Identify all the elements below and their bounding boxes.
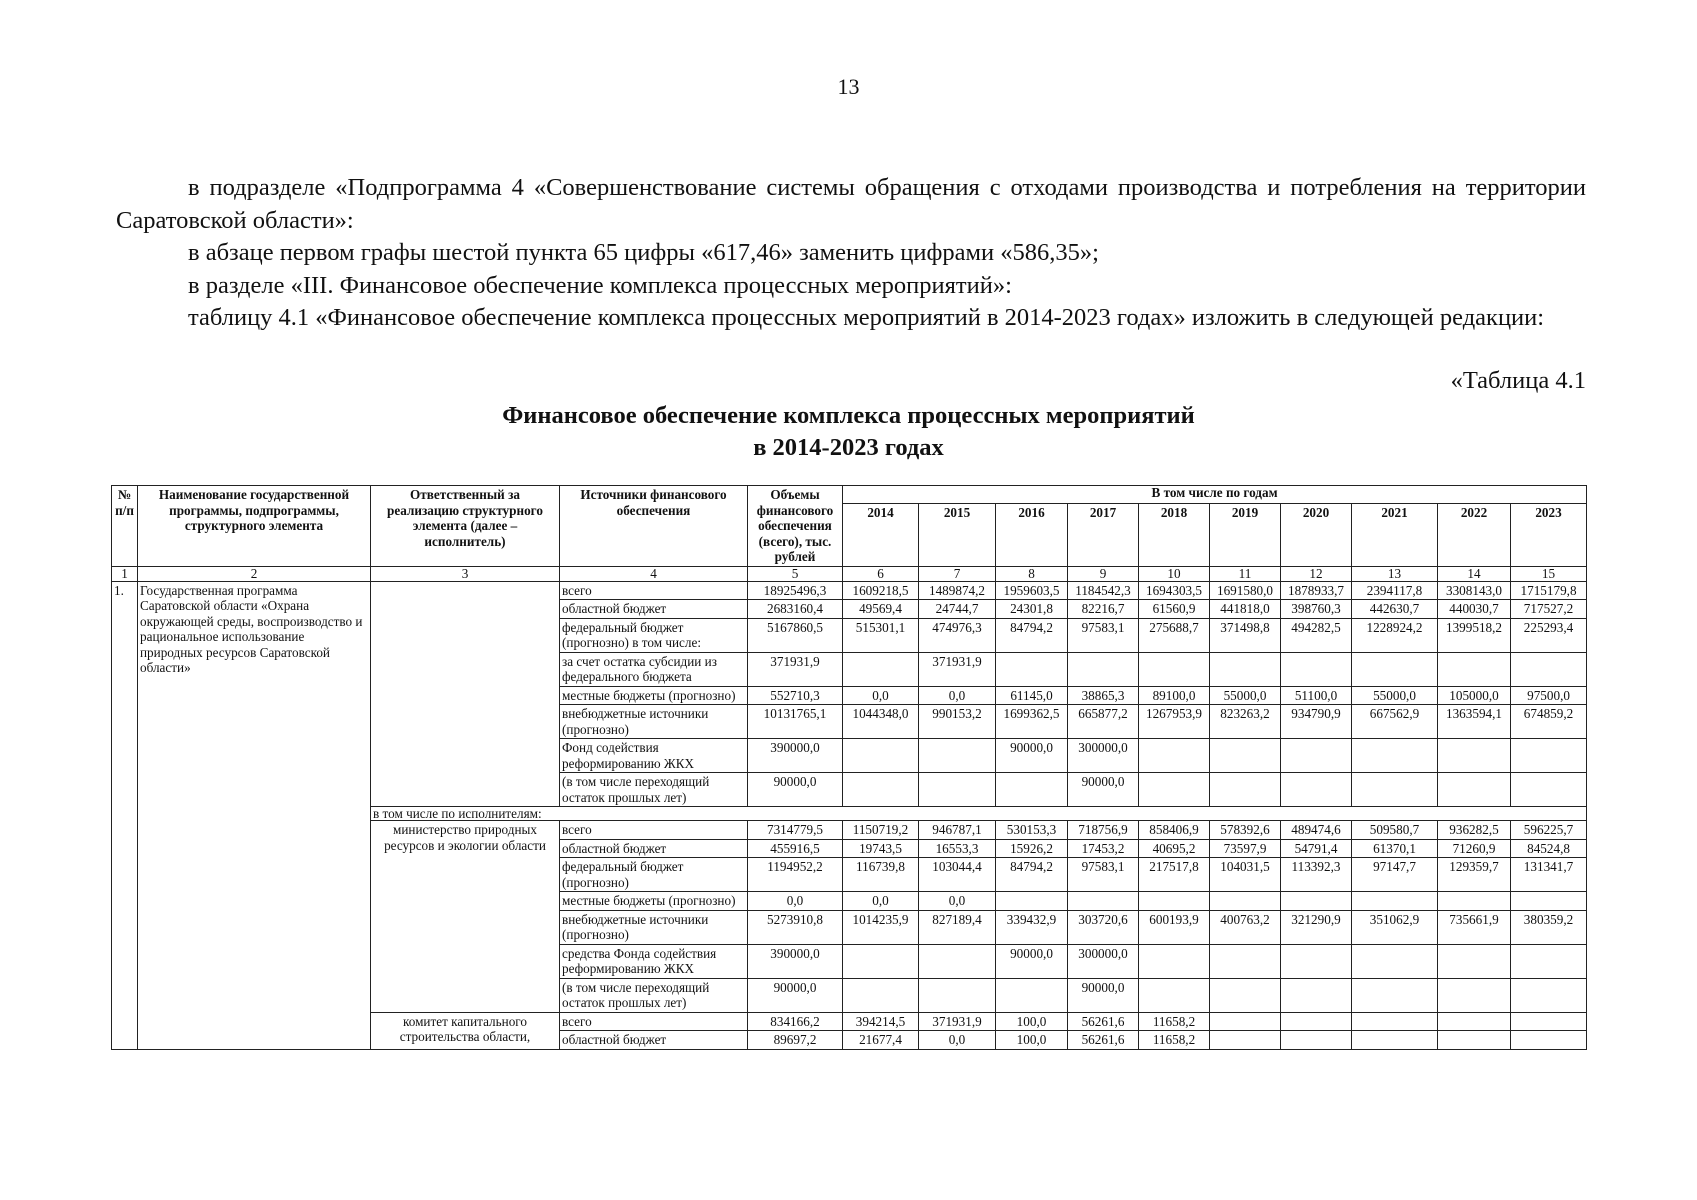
value-cell: 441818,0	[1210, 600, 1281, 619]
value-cell: 84794,2	[996, 858, 1068, 892]
row-number: 1.	[112, 581, 138, 1049]
value-cell: 16553,3	[919, 839, 996, 858]
value-cell	[1068, 652, 1139, 686]
intro-paragraph-2: в абзаце первом графы шестой пункта 65 цифры «617,46» заменить цифрами «586,35»;	[188, 239, 1099, 266]
value-cell	[1210, 652, 1281, 686]
header-sources: Источники финансового обеспечения	[560, 486, 748, 567]
value-cell	[1511, 1012, 1587, 1031]
table-title-line-2: в 2014-2023 годах	[753, 434, 944, 461]
value-cell: 97147,7	[1352, 858, 1438, 892]
value-cell	[1438, 1031, 1511, 1050]
value-cell	[1511, 892, 1587, 911]
header-year-2022: 2022	[1438, 503, 1511, 566]
value-cell: 225293,4	[1511, 618, 1587, 652]
value-cell	[1438, 1012, 1511, 1031]
value-cell: 339432,9	[996, 910, 1068, 944]
value-cell: 300000,0	[1068, 944, 1139, 978]
value-cell: 105000,0	[1438, 686, 1511, 705]
column-number: 2	[138, 566, 371, 581]
value-cell: 1150719,2	[843, 821, 919, 840]
value-cell	[996, 892, 1068, 911]
value-cell: 371931,9	[748, 652, 843, 686]
source-cell: за счет остатка субсидии из федерального бюджета	[560, 652, 748, 686]
value-cell	[1139, 944, 1210, 978]
value-cell	[1352, 1031, 1438, 1050]
value-cell: 380359,2	[1511, 910, 1587, 944]
column-number: 13	[1352, 566, 1438, 581]
value-cell: 1959603,5	[996, 581, 1068, 600]
source-cell: местные бюджеты (прогнозно)	[560, 892, 748, 911]
value-cell: 51100,0	[1281, 686, 1352, 705]
value-cell: 89100,0	[1139, 686, 1210, 705]
value-cell: 1228924,2	[1352, 618, 1438, 652]
value-cell: 390000,0	[748, 944, 843, 978]
executors-label: в том числе по исполнителям:	[371, 807, 1587, 821]
value-cell	[1352, 944, 1438, 978]
value-cell: 1267953,9	[1139, 705, 1210, 739]
column-numbers-row	[112, 566, 1587, 581]
intro-paragraph-3: в разделе «III. Финансовое обеспечение комплекса процессных мероприятий»:	[188, 271, 1012, 299]
value-cell	[1281, 1012, 1352, 1031]
column-number: 3	[371, 566, 560, 581]
column-number: 7	[919, 566, 996, 581]
value-cell: 718756,9	[1068, 821, 1139, 840]
value-cell: 1044348,0	[843, 705, 919, 739]
value-cell: 103044,4	[919, 858, 996, 892]
value-cell: 21677,4	[843, 1031, 919, 1050]
value-cell: 596225,7	[1511, 821, 1587, 840]
value-cell: 1014235,9	[843, 910, 919, 944]
value-cell: 84524,8	[1511, 839, 1587, 858]
column-number: 11	[1210, 566, 1281, 581]
value-cell	[1068, 892, 1139, 911]
value-cell: 56261,6	[1068, 1012, 1139, 1031]
value-cell: 303720,6	[1068, 910, 1139, 944]
value-cell: 530153,3	[996, 821, 1068, 840]
value-cell: 71260,9	[1438, 839, 1511, 858]
value-cell: 578392,6	[1210, 821, 1281, 840]
value-cell	[1352, 739, 1438, 773]
value-cell: 1363594,1	[1438, 705, 1511, 739]
value-cell: 1489874,2	[919, 581, 996, 600]
value-cell	[1511, 652, 1587, 686]
value-cell: 217517,8	[1139, 858, 1210, 892]
value-cell: 15926,2	[996, 839, 1068, 858]
value-cell	[1438, 892, 1511, 911]
executor-name: министерство природных ресурсов и экологии области	[371, 821, 560, 1013]
source-cell: областной бюджет	[560, 1031, 748, 1050]
value-cell: 5167860,5	[748, 618, 843, 652]
source-cell: областной бюджет	[560, 839, 748, 858]
value-cell: 2683160,4	[748, 600, 843, 619]
value-cell: 390000,0	[748, 739, 843, 773]
header-year-2014: 2014	[843, 503, 919, 566]
value-cell	[1281, 652, 1352, 686]
program-name: Государственная программа Саратовской области «Охрана окружающей среды, воспроизводство и рациональное использование природных ресурсов Саратовской области»	[138, 581, 371, 1049]
value-cell: 131341,7	[1511, 858, 1587, 892]
financing-table	[111, 485, 1587, 1050]
value-cell: 90000,0	[996, 739, 1068, 773]
value-cell: 1694303,5	[1139, 581, 1210, 600]
value-cell: 90000,0	[748, 978, 843, 1012]
value-cell: 494282,5	[1281, 618, 1352, 652]
value-cell: 400763,2	[1210, 910, 1281, 944]
value-cell: 82216,7	[1068, 600, 1139, 619]
value-cell: 40695,2	[1139, 839, 1210, 858]
header-year-2018: 2018	[1139, 503, 1210, 566]
value-cell: 474976,3	[919, 618, 996, 652]
value-cell: 735661,9	[1438, 910, 1511, 944]
value-cell: 49569,4	[843, 600, 919, 619]
value-cell: 1184542,3	[1068, 581, 1139, 600]
value-cell	[843, 978, 919, 1012]
value-cell	[1210, 892, 1281, 911]
value-cell: 55000,0	[1210, 686, 1281, 705]
value-cell: 5273910,8	[748, 910, 843, 944]
value-cell: 54791,4	[1281, 839, 1352, 858]
value-cell	[1281, 944, 1352, 978]
value-cell: 300000,0	[1068, 739, 1139, 773]
value-cell: 56261,6	[1068, 1031, 1139, 1050]
header-year-2019: 2019	[1210, 503, 1281, 566]
intro-paragraph-4: таблицу 4.1 «Финансовое обеспечение комплекса процессных мероприятий в 2014-2023 годах» изложить в следующей редакции:	[188, 304, 1545, 331]
value-cell: 858406,9	[1139, 821, 1210, 840]
value-cell: 394214,5	[843, 1012, 919, 1031]
value-cell: 717527,2	[1511, 600, 1587, 619]
page-number: 13	[837, 74, 860, 99]
value-cell: 73597,9	[1210, 839, 1281, 858]
value-cell	[1511, 739, 1587, 773]
value-cell	[1139, 652, 1210, 686]
value-cell	[919, 739, 996, 773]
value-cell: 934790,9	[1281, 705, 1352, 739]
value-cell: 455916,5	[748, 839, 843, 858]
value-cell: 61560,9	[1139, 600, 1210, 619]
value-cell	[1352, 773, 1438, 807]
value-cell	[1281, 773, 1352, 807]
header-num: № п/п	[112, 486, 138, 567]
value-cell: 515301,1	[843, 618, 919, 652]
value-cell	[1511, 1031, 1587, 1050]
value-cell	[1281, 1031, 1352, 1050]
value-cell	[843, 773, 919, 807]
executor-name: комитет капитального строительства области,	[371, 1012, 560, 1049]
value-cell	[843, 944, 919, 978]
value-cell: 24301,8	[996, 600, 1068, 619]
value-cell	[1210, 1012, 1281, 1031]
column-number: 15	[1511, 566, 1587, 581]
source-cell: внебюджетные источники (прогнозно)	[560, 705, 748, 739]
value-cell: 113392,3	[1281, 858, 1352, 892]
value-cell	[1438, 944, 1511, 978]
value-cell: 442630,7	[1352, 600, 1438, 619]
value-cell	[1438, 739, 1511, 773]
source-cell: местные бюджеты (прогнозно)	[560, 686, 748, 705]
value-cell: 3308143,0	[1438, 581, 1511, 600]
program-responsible-empty	[371, 581, 560, 807]
value-cell: 1399518,2	[1438, 618, 1511, 652]
value-cell	[1281, 739, 1352, 773]
source-cell: Фонд содействия реформированию ЖКХ	[560, 739, 748, 773]
value-cell: 61370,1	[1352, 839, 1438, 858]
value-cell	[1210, 944, 1281, 978]
value-cell: 1609218,5	[843, 581, 919, 600]
source-cell: всего	[560, 1012, 748, 1031]
value-cell: 89697,2	[748, 1031, 843, 1050]
value-cell	[1139, 739, 1210, 773]
value-cell: 674859,2	[1511, 705, 1587, 739]
value-cell	[1210, 773, 1281, 807]
value-cell: 667562,9	[1352, 705, 1438, 739]
value-cell: 990153,2	[919, 705, 996, 739]
header-year-2020: 2020	[1281, 503, 1352, 566]
value-cell	[1352, 892, 1438, 911]
value-cell: 0,0	[919, 686, 996, 705]
value-cell	[919, 773, 996, 807]
value-cell: 552710,3	[748, 686, 843, 705]
source-cell: (в том числе переходящий остаток прошлых лет)	[560, 978, 748, 1012]
value-cell: 55000,0	[1352, 686, 1438, 705]
value-cell: 0,0	[919, 892, 996, 911]
source-cell: (в том числе переходящий остаток прошлых лет)	[560, 773, 748, 807]
value-cell	[1352, 652, 1438, 686]
column-number: 8	[996, 566, 1068, 581]
value-cell	[843, 652, 919, 686]
value-cell: 936282,5	[1438, 821, 1511, 840]
value-cell: 827189,4	[919, 910, 996, 944]
intro-paragraph-1: в подразделе «Подпрограмма 4 «Совершенствование системы обращения с отходами производства и потребления на территории Саратовской области»:	[116, 174, 1586, 234]
value-cell: 1691580,0	[1210, 581, 1281, 600]
value-cell: 371931,9	[919, 1012, 996, 1031]
column-number: 6	[843, 566, 919, 581]
value-cell: 100,0	[996, 1012, 1068, 1031]
value-cell	[1352, 1012, 1438, 1031]
value-cell: 17453,2	[1068, 839, 1139, 858]
value-cell: 90000,0	[748, 773, 843, 807]
value-cell: 24744,7	[919, 600, 996, 619]
value-cell: 1194952,2	[748, 858, 843, 892]
header-year-2021: 2021	[1352, 503, 1438, 566]
value-cell	[919, 944, 996, 978]
header-year-2017: 2017	[1068, 503, 1139, 566]
value-cell: 7314779,5	[748, 821, 843, 840]
value-cell: 90000,0	[996, 944, 1068, 978]
value-cell: 665877,2	[1068, 705, 1139, 739]
value-cell: 0,0	[748, 892, 843, 911]
value-cell: 97583,1	[1068, 618, 1139, 652]
value-cell	[996, 773, 1068, 807]
value-cell: 116739,8	[843, 858, 919, 892]
value-cell: 440030,7	[1438, 600, 1511, 619]
value-cell: 823263,2	[1210, 705, 1281, 739]
value-cell: 61145,0	[996, 686, 1068, 705]
value-cell: 10131765,1	[748, 705, 843, 739]
value-cell: 1878933,7	[1281, 581, 1352, 600]
table-title	[0, 400, 1697, 464]
source-cell: федеральный бюджет (прогнозно)	[560, 858, 748, 892]
value-cell	[1139, 892, 1210, 911]
value-cell	[919, 978, 996, 1012]
value-cell: 946787,1	[919, 821, 996, 840]
source-cell: средства Фонда содействия реформированию ЖКХ	[560, 944, 748, 978]
value-cell: 509580,7	[1352, 821, 1438, 840]
table-row	[112, 581, 1587, 600]
value-cell	[1210, 978, 1281, 1012]
value-cell	[1281, 978, 1352, 1012]
column-number: 4	[560, 566, 748, 581]
value-cell: 97500,0	[1511, 686, 1587, 705]
value-cell	[1139, 773, 1210, 807]
value-cell: 90000,0	[1068, 773, 1139, 807]
value-cell: 97583,1	[1068, 858, 1139, 892]
value-cell: 1715179,8	[1511, 581, 1587, 600]
value-cell	[843, 739, 919, 773]
value-cell: 18925496,3	[748, 581, 843, 600]
source-cell: федеральный бюджет (прогнозно) в том числе:	[560, 618, 748, 652]
header-volume: Объемы финансового обеспечения (всего), тыс. рублей	[748, 486, 843, 567]
value-cell	[1511, 944, 1587, 978]
value-cell: 100,0	[996, 1031, 1068, 1050]
table-title-line-1: Финансовое обеспечение комплекса процессных мероприятий	[502, 402, 1195, 429]
column-number: 12	[1281, 566, 1352, 581]
source-cell: внебюджетные источники (прогнозно)	[560, 910, 748, 944]
value-cell: 104031,5	[1210, 858, 1281, 892]
value-cell	[1438, 652, 1511, 686]
header-name: Наименование государственной программы, подпрограммы, структурного элемента	[138, 486, 371, 567]
value-cell	[1210, 1031, 1281, 1050]
column-number: 9	[1068, 566, 1139, 581]
value-cell: 84794,2	[996, 618, 1068, 652]
column-number: 10	[1139, 566, 1210, 581]
value-cell: 19743,5	[843, 839, 919, 858]
value-cell: 2394117,8	[1352, 581, 1438, 600]
intro-text	[116, 172, 1586, 335]
value-cell: 600193,9	[1139, 910, 1210, 944]
value-cell: 0,0	[919, 1031, 996, 1050]
header-year-2015: 2015	[919, 503, 996, 566]
value-cell	[1281, 892, 1352, 911]
value-cell	[1139, 978, 1210, 1012]
header-year-2023: 2023	[1511, 503, 1587, 566]
column-number: 14	[1438, 566, 1511, 581]
value-cell: 129359,7	[1438, 858, 1511, 892]
header-by-years: В том числе по годам	[843, 486, 1587, 504]
value-cell	[1352, 978, 1438, 1012]
value-cell: 321290,9	[1281, 910, 1352, 944]
value-cell: 371498,8	[1210, 618, 1281, 652]
value-cell	[1438, 773, 1511, 807]
column-number: 1	[112, 566, 138, 581]
value-cell: 351062,9	[1352, 910, 1438, 944]
value-cell: 0,0	[843, 892, 919, 911]
value-cell: 398760,3	[1281, 600, 1352, 619]
source-cell: всего	[560, 821, 748, 840]
value-cell: 275688,7	[1139, 618, 1210, 652]
header-responsible: Ответственный за реализацию структурного элемента (далее – исполнитель)	[371, 486, 560, 567]
table-label: «Таблица 4.1	[1450, 367, 1586, 394]
value-cell: 0,0	[843, 686, 919, 705]
column-number: 5	[748, 566, 843, 581]
value-cell	[1511, 773, 1587, 807]
source-cell: областной бюджет	[560, 600, 748, 619]
value-cell: 1699362,5	[996, 705, 1068, 739]
value-cell: 371931,9	[919, 652, 996, 686]
header-row	[112, 486, 1587, 504]
header-year-2016: 2016	[996, 503, 1068, 566]
value-cell: 38865,3	[1068, 686, 1139, 705]
value-cell	[1438, 978, 1511, 1012]
value-cell: 834166,2	[748, 1012, 843, 1031]
value-cell	[1511, 978, 1587, 1012]
value-cell: 11658,2	[1139, 1031, 1210, 1050]
value-cell	[1210, 739, 1281, 773]
value-cell: 11658,2	[1139, 1012, 1210, 1031]
value-cell: 489474,6	[1281, 821, 1352, 840]
value-cell	[996, 978, 1068, 1012]
source-cell: всего	[560, 581, 748, 600]
value-cell	[996, 652, 1068, 686]
value-cell: 90000,0	[1068, 978, 1139, 1012]
